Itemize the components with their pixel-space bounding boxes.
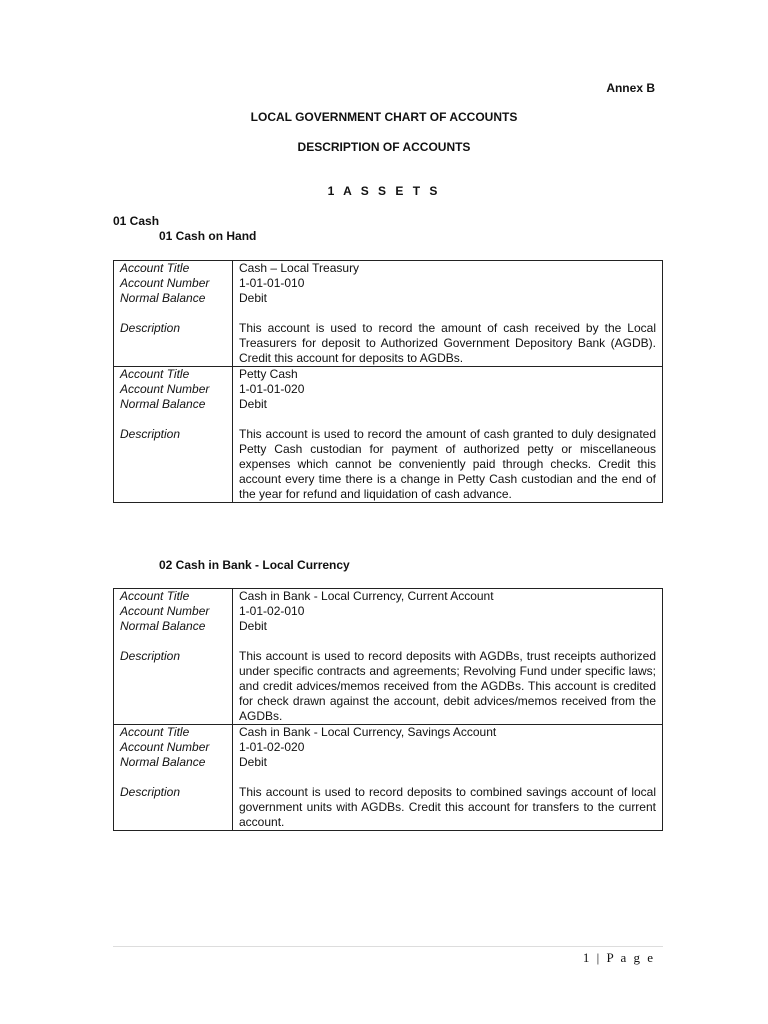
label-account-number: Account Number: [120, 276, 210, 290]
subgroup-heading-cash-on-hand: 01 Cash on Hand: [159, 229, 257, 243]
label-normal-balance: Normal Balance: [120, 397, 206, 411]
document-title: LOCAL GOVERNMENT CHART OF ACCOUNTS: [250, 110, 518, 124]
label-description: Description: [120, 785, 181, 799]
account-number: 1-01-01-020: [239, 382, 305, 396]
account-table-cash-on-hand: [113, 260, 663, 503]
account-number: 1-01-02-020: [239, 740, 305, 754]
label-account-title: Account Title: [120, 589, 190, 603]
account-row: [114, 261, 663, 367]
label-description: Description: [120, 427, 181, 441]
footer-divider: [113, 946, 663, 947]
account-number: 1-01-02-010: [239, 604, 305, 618]
account-labels: [114, 261, 233, 367]
label-account-number: Account Number: [120, 604, 210, 618]
normal-balance: Debit: [239, 291, 268, 305]
section-heading: 1 A S S E T S: [327, 184, 441, 198]
group-heading: 01 Cash: [113, 214, 160, 228]
account-table-cash-in-bank: [113, 588, 663, 831]
annex-label: Annex B: [606, 81, 655, 95]
label-description: Description: [120, 649, 181, 663]
account-labels: [114, 589, 233, 725]
label-description: Description: [120, 321, 181, 335]
label-account-title: Account Title: [120, 261, 190, 275]
normal-balance: Debit: [239, 755, 268, 769]
account-number: 1-01-01-010: [239, 276, 305, 290]
account-values: [233, 725, 663, 831]
account-description: This account is used to record the amount of cash received by the Local Treasurers for deposit to Authorized Government Depository Bank (AGDB). Credit this account for deposits to AGDBs.: [239, 321, 656, 365]
label-normal-balance: Normal Balance: [120, 755, 206, 769]
label-account-number: Account Number: [120, 382, 210, 396]
account-title: Cash – Local Treasury: [239, 261, 360, 275]
account-labels: [114, 725, 233, 831]
normal-balance: Debit: [239, 619, 268, 633]
account-title: Cash in Bank - Local Currency, Current Account: [239, 589, 494, 603]
account-row: [114, 367, 663, 503]
page-number: 1 | P a g e: [582, 950, 655, 965]
account-description: This account is used to record the amount of cash granted to duly designated Petty Cash custodian for payment of authorized petty or miscellaneous expenses which cannot be conveniently paid through checks. Credit this account every time there is a change in Petty Cash custodian and the end of the year for refund and liquidation of cash advance.: [239, 427, 656, 501]
label-normal-balance: Normal Balance: [120, 619, 206, 633]
account-row: [114, 589, 663, 725]
account-row: [114, 725, 663, 831]
account-title: Petty Cash: [239, 367, 298, 381]
account-description: This account is used to record deposits with AGDBs, trust receipts authorized under specific contracts and agreements; Revolving Fund under specific laws; and credit advices/memos received from the AGDBs. This account is credited for check drawn against the account, debit advices/memos received from the AGDBs.: [239, 649, 656, 723]
account-values: [233, 367, 663, 503]
normal-balance: Debit: [239, 397, 268, 411]
account-labels: [114, 367, 233, 503]
account-description: This account is used to record deposits to combined savings account of local government units with AGDBs. Credit this account for transfers to the current account.: [239, 785, 656, 829]
label-account-number: Account Number: [120, 740, 210, 754]
account-title: Cash in Bank - Local Currency, Savings Account: [239, 725, 497, 739]
label-normal-balance: Normal Balance: [120, 291, 206, 305]
label-account-title: Account Title: [120, 367, 190, 381]
document-subtitle: DESCRIPTION OF ACCOUNTS: [297, 140, 471, 154]
subgroup-heading-cash-in-bank: 02 Cash in Bank - Local Currency: [159, 558, 350, 572]
label-account-title: Account Title: [120, 725, 190, 739]
account-values: [233, 261, 663, 367]
account-values: [233, 589, 663, 725]
